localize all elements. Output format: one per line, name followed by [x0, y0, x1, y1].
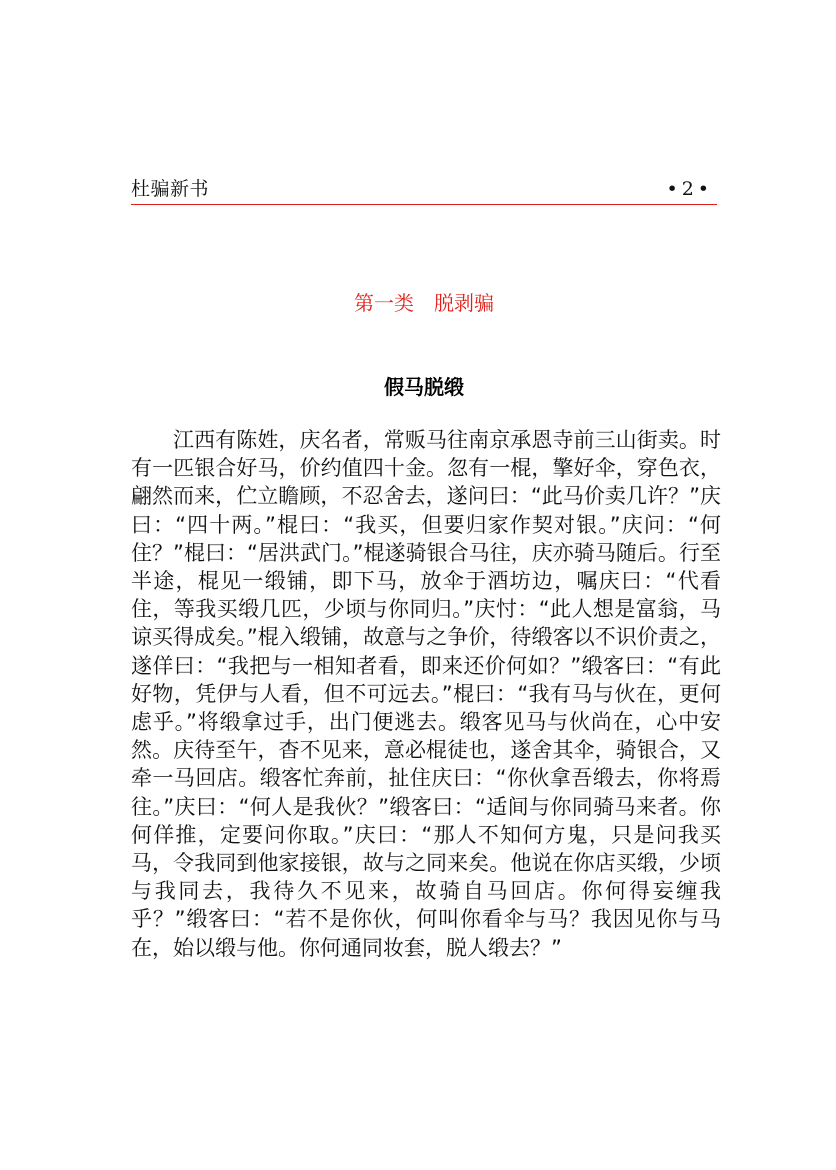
body-paragraph: 江西有陈姓，庆名者，常贩马往南京承恩寺前三山街卖。时有一匹银合好马，价约值四十金。忽有一棍，擎好伞，穿色衣，翩然而来，伫立瞻顾，不忍舍去，遂问曰：“此马价卖几许？”庆曰：“四十两。”棍曰：“我买，但要归家作契对银。”庆问：“何住？”棍曰：“居洪武门。”棍遂骑银合马往，庆亦骑马随后。行至半途，棍见一缎铺，即下马，放伞于酒坊边，嘱庆曰：“代看住，等我买缎几匹，少顷与你同归。”庆忖：“此人想是富翁，马谅买得成矣。”棍入缎铺，故意与之争价，待缎客以不识价责之，遂佯曰：“我把与一相知者看，即来还价何如？”缎客曰：“有此好物，凭伊与人看，但不可远去。”棍曰：“我有马与伙在，更何虑乎。”将缎拿过手，出门便逃去。缎客见马与伙尚在，心中安然。庆待至午，杳不见来，意必棍徒也，遂舍其伞，骑银合，又牵一马回店。缎客忙奔前，扯住庆曰：“你伙拿吾缎去，你将焉往。”庆曰：“何人是我伙？”缎客曰：“适间与你同骑马来者。你何佯推，定要问你取。”庆曰：“那人不知何方鬼，只是问我买马，令我同到他家接银，故与之同来矣。他说在你店买缎，少顷与我同去，我待久不见来，故骑自马回店。你何得妄缠我乎？”缎客曰：“若不是你伙，何叫你看伞与马？我因见你与马在，始以缎与他。你何通同妆套，脱人缎去？” [131, 428, 721, 960]
running-header [131, 176, 717, 205]
book-title: 杜骗新书 [131, 178, 210, 200]
page-number: •2• [666, 178, 713, 200]
section-title: 假马脱缎 [384, 375, 464, 399]
chapter-title: 第一类 脱剥骗 [354, 291, 494, 315]
